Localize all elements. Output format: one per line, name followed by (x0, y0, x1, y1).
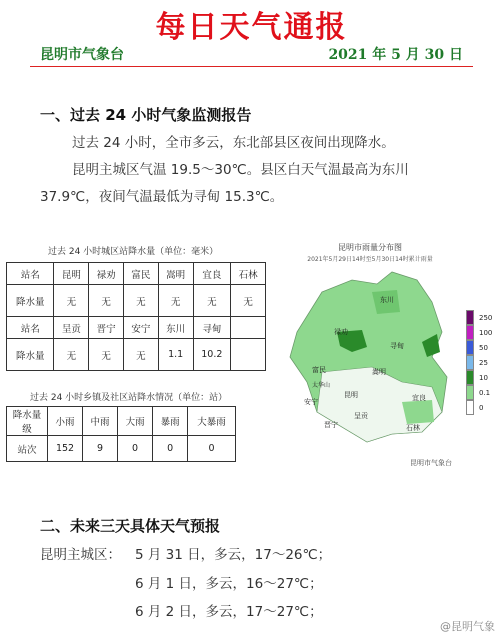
table-cell: 禄劝 (89, 263, 124, 285)
table-cell: 无 (89, 285, 124, 317)
place-label-yiliang: 宜良 (412, 394, 426, 402)
map-credit: 昆明市气象台 (410, 459, 452, 467)
watermark: @昆明气象 (440, 620, 495, 633)
table-cell: 无 (54, 339, 89, 371)
legend-swatch (466, 370, 474, 385)
report-subheader (40, 44, 463, 64)
legend-swatch (466, 355, 474, 370)
table-cell: 降水量 (7, 285, 54, 317)
table-cell: 0 (153, 436, 188, 462)
legend-label: 10 (479, 374, 488, 382)
section1-heading: 一、过去 24 小时气象监测报告 (40, 106, 252, 124)
para1: 过去 24 小时，全市多云，东北部县区夜间出现降水。 (72, 135, 395, 151)
rainfall-map (282, 232, 492, 470)
table-cell: 无 (124, 339, 159, 371)
precip-level-table (6, 406, 236, 462)
table-cell: 降水量级 (7, 407, 48, 436)
table-cell: 10.2 (193, 339, 231, 371)
place-label-songming: 嵩明 (372, 368, 386, 376)
place-label-shilin: 石林 (406, 424, 420, 432)
place-label-taihuashan: 太华山 (312, 382, 331, 389)
section1-paragraph (40, 130, 463, 211)
table-cell: 安宁 (124, 317, 159, 339)
table-cell: 宜良 (193, 263, 231, 285)
table-cell (231, 317, 266, 339)
table-cell: 大雨 (118, 407, 153, 436)
map-title: 昆明市雨量分布图 (338, 243, 402, 252)
forecast-item: 5 月 31 日，多云，17～26℃； (135, 547, 332, 563)
table-cell: 昆明 (54, 263, 89, 285)
place-label-fumin: 富民 (312, 366, 326, 374)
report-date: 2021 年 5 月 30 日 (328, 47, 463, 63)
table-cell: 站次 (7, 436, 48, 462)
place-label-jinning: 晋宁 (324, 421, 338, 429)
table-cell: 石林 (231, 263, 266, 285)
report-title: 每日天气通报 (155, 10, 348, 45)
place-label-anning: 安宁 (304, 398, 318, 406)
forecast-item: 6 月 2 日，多云，17～27℃； (135, 604, 323, 620)
table-cell: 大暴雨 (188, 407, 236, 436)
table-cell: 0 (118, 436, 153, 462)
table-cell: 富民 (124, 263, 159, 285)
place-label-xundian: 寻甸 (390, 342, 404, 350)
legend-label: 250 (479, 314, 493, 322)
para2-line1: 昆明主城区气温 19.5～30℃。县区白天气温最高为东川 (72, 162, 409, 178)
table-cell: 无 (124, 285, 159, 317)
legend-label: 50 (479, 344, 488, 352)
table-cell: 152 (48, 436, 83, 462)
table-cell: 中雨 (83, 407, 118, 436)
legend-label: 0.1 (479, 389, 491, 397)
station-precip-table (6, 262, 266, 371)
map-subtitle: 2021年5月29日14时至5月30日14时累计雨量 (307, 256, 433, 263)
legend-swatch (466, 340, 474, 355)
header-divider (30, 66, 473, 67)
table-cell: 1.1 (158, 339, 193, 371)
table-cell: 暴雨 (153, 407, 188, 436)
table2-caption: 过去 24 小时乡镇及社区站降水情况（单位：站） (30, 393, 228, 403)
table-cell: 降水量 (7, 339, 54, 371)
table-cell: 无 (231, 285, 266, 317)
forecast-item: 6 月 1 日，多云，16～27℃； (135, 576, 323, 592)
table-cell: 寻甸 (193, 317, 231, 339)
para2-line2: 37.9℃，夜间气温最低为寻甸 15.3℃。 (40, 189, 284, 205)
table-cell: 无 (54, 285, 89, 317)
legend-swatch (466, 325, 474, 340)
legend-swatch (466, 310, 474, 325)
place-label-kunming: 昆明 (344, 391, 358, 399)
table-cell: 晋宁 (89, 317, 124, 339)
legend-label: 25 (479, 359, 488, 367)
table-cell: 东川 (158, 317, 193, 339)
table-cell (231, 339, 266, 371)
table-cell: 呈贡 (54, 317, 89, 339)
agency-name: 昆明市气象台 (40, 47, 124, 63)
map-rain-patch (402, 400, 434, 424)
table-cell: 无 (89, 339, 124, 371)
legend-swatch (466, 385, 474, 400)
place-label-luquan: 禄劝 (334, 328, 348, 336)
place-label-dongchuan: 东川 (380, 296, 394, 304)
table-cell: 0 (188, 436, 236, 462)
legend-swatch (466, 400, 474, 415)
table-cell: 无 (158, 285, 193, 317)
legend-label: 0 (479, 404, 484, 412)
table-cell: 站名 (7, 317, 54, 339)
table1-caption: 过去 24 小时城区站降水量（单位：毫米） (48, 247, 219, 257)
table-cell: 嵩明 (158, 263, 193, 285)
map-graphic (282, 262, 462, 462)
forecast-label: 昆明主城区： (40, 547, 121, 563)
section2-heading: 二、未来三天具体天气预报 (40, 517, 221, 535)
place-label-chenggong: 呈贡 (354, 412, 368, 420)
table-cell: 站名 (7, 263, 54, 285)
table-cell: 无 (193, 285, 231, 317)
table-cell: 9 (83, 436, 118, 462)
legend-label: 100 (479, 329, 493, 337)
table-cell: 小雨 (48, 407, 83, 436)
map-legend (466, 310, 493, 415)
